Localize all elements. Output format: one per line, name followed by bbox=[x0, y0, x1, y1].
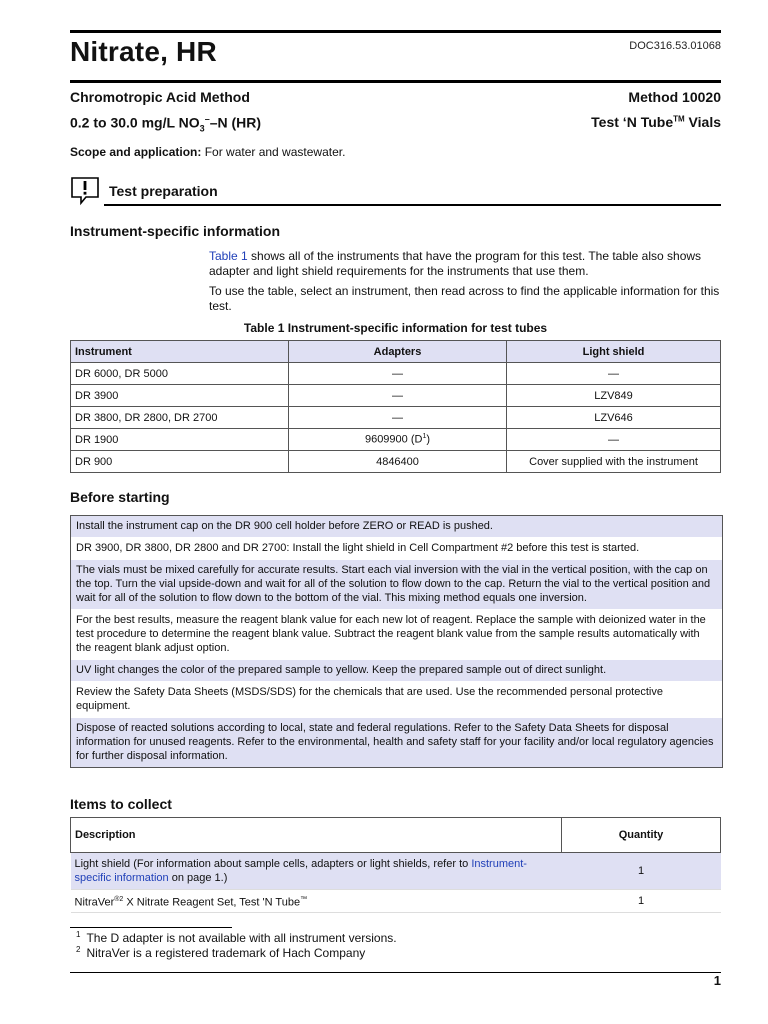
column-header: Instrument bbox=[71, 341, 289, 363]
note-item: For the best results, measure the reagent blank value for each new lot of reagent. Replace the sample with deionized water in the test procedure to determine the reagent blank value. Subtract the reagent blank value from the sample results automatically with the reagent blank adjust option. bbox=[71, 610, 722, 660]
footnote: $^1$ The D adapter is not available with all instrument versions. bbox=[76, 930, 397, 945]
note-item: DR 3900, DR 3800, DR 2800 and DR 2700: Install the light shield in Cell Compartment #2 before this test is started. bbox=[71, 538, 722, 560]
shield-cell: Cover supplied with the instrument bbox=[507, 451, 721, 473]
table-row bbox=[71, 451, 721, 473]
instrument-paragraph-1: Table 1 shows all of the instruments that have the program for this test. The table also shows adapter and light shield requirements for the instruments that use them. bbox=[209, 249, 702, 278]
column-header: Adapters bbox=[289, 341, 507, 363]
note-item: Dispose of reacted solutions according to local, state and federal regulations. Refer to the Safety Data Sheets for disposal information for unused reagents. Refer to the environmental, health and safety staff for your facility and/or local regulatory agencies for further disposal information. bbox=[71, 718, 722, 767]
description-cell: Light shield (For information about sample cells, adapters or light shields, refer to Instrument-specific information on page 1.) bbox=[71, 853, 562, 890]
instrument-cell: DR 3900 bbox=[71, 385, 289, 407]
table-caption: Table 1 Instrument-specific information for test tubes bbox=[243, 321, 548, 335]
title-rule bbox=[70, 80, 721, 83]
items-table bbox=[70, 817, 721, 913]
column-header: Quantity bbox=[562, 818, 721, 853]
table-row bbox=[71, 363, 721, 385]
instrument-cell: DR 6000, DR 5000 bbox=[71, 363, 289, 385]
adapter-cell: 9609900 $(D^1)$ bbox=[289, 429, 507, 451]
table-header-row bbox=[71, 818, 721, 853]
note-item: The vials must be mixed carefully for accurate results. Start each vial inversion with the vial in the vertical position, with the cap on the top. Turn the vial upside-down and wait for all of the solution to flow down to the cap. Return the vial to the vertical position and wait for all of the solution to flow down to the bottom of the vial. This mixing method equals one inversion. bbox=[71, 560, 722, 610]
adapter-cell: — bbox=[289, 385, 507, 407]
column-header: Description bbox=[71, 818, 562, 853]
instrument-table bbox=[70, 340, 721, 473]
method-name: Chromotropic Acid Method bbox=[70, 89, 250, 105]
table-row bbox=[71, 890, 721, 913]
quantity-cell: 1 bbox=[562, 890, 721, 913]
shield-cell: — bbox=[507, 429, 721, 451]
doc-code: DOC316.53.01068 bbox=[629, 40, 721, 52]
note-alert-icon bbox=[70, 176, 100, 206]
note-item: Review the Safety Data Sheets (MSDS/SDS) for the chemicals that are used. Use the recommended personal protective equipment. bbox=[71, 682, 722, 718]
footnote-rule bbox=[70, 927, 232, 928]
method-number: Method 10020 bbox=[628, 89, 721, 105]
shield-cell: — bbox=[507, 363, 721, 385]
heading-before-starting: Before starting bbox=[70, 489, 170, 505]
table-row bbox=[71, 407, 721, 429]
heading-instrument-specific: Instrument-specific information bbox=[70, 223, 281, 239]
instrument-cell: DR 1900 bbox=[71, 429, 289, 451]
note-item: UV light changes the color of the prepared sample to yellow. Keep the prepared sample out of direct sunlight. bbox=[71, 660, 722, 682]
footnote: $^2$ NitraVer is a registered trademark of Hach Company bbox=[76, 945, 366, 960]
instrument-cell: DR 3800, DR 2800, DR 2700 bbox=[71, 407, 289, 429]
table-row bbox=[71, 429, 721, 451]
page-number: 1 bbox=[713, 973, 721, 988]
column-header: Light shield bbox=[507, 341, 721, 363]
table-header-row bbox=[71, 341, 721, 363]
bottom-rule bbox=[70, 972, 721, 973]
adapter-cell: 4846400 bbox=[289, 451, 507, 473]
adapter-cell: — bbox=[289, 363, 507, 385]
before-starting-notes bbox=[70, 515, 723, 768]
instrument-info-link[interactable]: Instrument-specific information bbox=[74, 858, 527, 884]
section-rule bbox=[104, 204, 721, 206]
description-cell: NitraVer$^{®2}$ X Nitrate Reagent Set, Test 'N Tube™ bbox=[71, 890, 562, 913]
table-row bbox=[71, 385, 721, 407]
adapter-cell: — bbox=[289, 407, 507, 429]
table-1-link[interactable]: Table 1 bbox=[209, 249, 248, 263]
note-item: Install the instrument cap on the DR 900 cell holder before ZERO or READ is pushed. bbox=[71, 516, 722, 538]
instrument-cell: DR 900 bbox=[71, 451, 289, 473]
instrument-paragraph-2: To use the table, select an instrument, then read across to find the applicable information for this test. bbox=[209, 284, 720, 313]
measurement-range: 0.2 to 30.0 mg/L $NO_3^--N$ (HR) bbox=[70, 114, 262, 134]
top-rule bbox=[70, 30, 721, 33]
shield-cell: LZV646 bbox=[507, 407, 721, 429]
quantity-cell: 1 bbox=[562, 853, 721, 890]
shield-cell: LZV849 bbox=[507, 385, 721, 407]
scope-application: Scope and application: For water and wastewater. bbox=[70, 145, 346, 159]
heading-items-to-collect: Items to collect bbox=[70, 796, 172, 812]
section-title-test-preparation: Test preparation bbox=[109, 183, 218, 199]
vials-type: Test ‘N Tube™ Vials bbox=[591, 114, 721, 130]
table-row bbox=[71, 853, 721, 890]
page-title: Nitrate, HR bbox=[70, 36, 217, 67]
